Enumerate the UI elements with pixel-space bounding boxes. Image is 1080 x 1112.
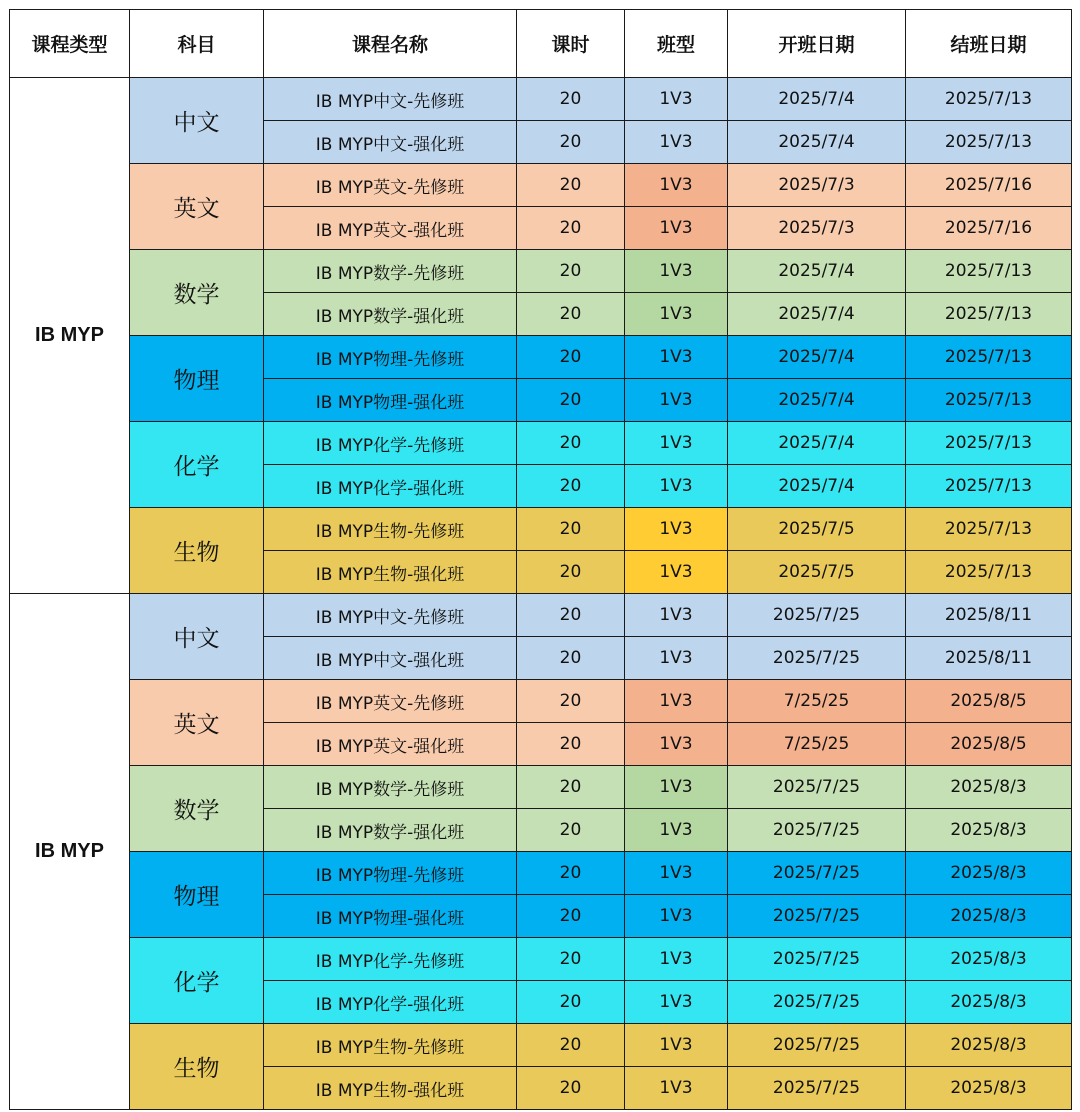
- table-row: [10, 938, 1072, 981]
- hours-cell: 20: [517, 938, 625, 981]
- class-type-cell: 1V3: [625, 379, 728, 422]
- header-start-date: 开班日期: [728, 10, 906, 78]
- table-row: [10, 164, 1072, 207]
- table-row: [10, 250, 1072, 293]
- hours-cell: 20: [517, 809, 625, 852]
- header-subject: 科目: [130, 10, 264, 78]
- table-body: [10, 78, 1072, 1110]
- course-type-cell: IB MYP: [10, 594, 130, 1110]
- end-date-cell: 2025/7/16: [906, 164, 1072, 207]
- start-date-cell: 2025/7/25: [728, 895, 906, 938]
- subject-cell: 英文: [130, 164, 264, 250]
- table-row: [10, 766, 1072, 809]
- course-schedule-table: [9, 9, 1072, 1110]
- end-date-cell: 2025/7/13: [906, 379, 1072, 422]
- course-name-cell: IB MYP化学-先修班: [264, 422, 517, 465]
- header-row: [10, 10, 1072, 78]
- table-row: [10, 422, 1072, 465]
- subject-cell: 化学: [130, 422, 264, 508]
- start-date-cell: 7/25/25: [728, 680, 906, 723]
- class-type-cell: 1V3: [625, 207, 728, 250]
- course-name-cell: IB MYP生物-强化班: [264, 551, 517, 594]
- start-date-cell: 2025/7/25: [728, 637, 906, 680]
- hours-cell: 20: [517, 164, 625, 207]
- hours-cell: 20: [517, 336, 625, 379]
- start-date-cell: 2025/7/4: [728, 422, 906, 465]
- hours-cell: 20: [517, 852, 625, 895]
- class-type-cell: 1V3: [625, 981, 728, 1024]
- subject-cell: 生物: [130, 1024, 264, 1110]
- class-type-cell: 1V3: [625, 594, 728, 637]
- course-name-cell: IB MYP中文-先修班: [264, 594, 517, 637]
- course-name-cell: IB MYP数学-先修班: [264, 250, 517, 293]
- course-name-cell: IB MYP物理-先修班: [264, 852, 517, 895]
- hours-cell: 20: [517, 637, 625, 680]
- end-date-cell: 2025/7/13: [906, 250, 1072, 293]
- start-date-cell: 2025/7/4: [728, 78, 906, 121]
- table-row: [10, 680, 1072, 723]
- end-date-cell: 2025/8/3: [906, 766, 1072, 809]
- end-date-cell: 2025/8/11: [906, 637, 1072, 680]
- hours-cell: 20: [517, 207, 625, 250]
- class-type-cell: 1V3: [625, 551, 728, 594]
- hours-cell: 20: [517, 551, 625, 594]
- end-date-cell: 2025/8/3: [906, 1067, 1072, 1110]
- start-date-cell: 2025/7/25: [728, 938, 906, 981]
- hours-cell: 20: [517, 723, 625, 766]
- start-date-cell: 7/25/25: [728, 723, 906, 766]
- hours-cell: 20: [517, 1024, 625, 1067]
- class-type-cell: 1V3: [625, 895, 728, 938]
- class-type-cell: 1V3: [625, 852, 728, 895]
- end-date-cell: 2025/8/3: [906, 938, 1072, 981]
- subject-cell: 物理: [130, 336, 264, 422]
- end-date-cell: 2025/7/13: [906, 465, 1072, 508]
- subject-cell: 中文: [130, 594, 264, 680]
- course-name-cell: IB MYP物理-先修班: [264, 336, 517, 379]
- course-name-cell: IB MYP化学-强化班: [264, 465, 517, 508]
- end-date-cell: 2025/8/3: [906, 852, 1072, 895]
- hours-cell: 20: [517, 422, 625, 465]
- class-type-cell: 1V3: [625, 938, 728, 981]
- hours-cell: 20: [517, 766, 625, 809]
- hours-cell: 20: [517, 293, 625, 336]
- class-type-cell: 1V3: [625, 293, 728, 336]
- end-date-cell: 2025/8/3: [906, 809, 1072, 852]
- subject-cell: 生物: [130, 508, 264, 594]
- start-date-cell: 2025/7/4: [728, 250, 906, 293]
- end-date-cell: 2025/7/13: [906, 121, 1072, 164]
- header-hours: 课时: [517, 10, 625, 78]
- course-name-cell: IB MYP物理-强化班: [264, 379, 517, 422]
- course-name-cell: IB MYP数学-强化班: [264, 293, 517, 336]
- hours-cell: 20: [517, 981, 625, 1024]
- course-name-cell: IB MYP生物-强化班: [264, 1067, 517, 1110]
- hours-cell: 20: [517, 465, 625, 508]
- end-date-cell: 2025/7/16: [906, 207, 1072, 250]
- course-name-cell: IB MYP数学-先修班: [264, 766, 517, 809]
- class-type-cell: 1V3: [625, 78, 728, 121]
- start-date-cell: 2025/7/4: [728, 465, 906, 508]
- course-name-cell: IB MYP数学-强化班: [264, 809, 517, 852]
- start-date-cell: 2025/7/25: [728, 594, 906, 637]
- hours-cell: 20: [517, 379, 625, 422]
- header-course-name: 课程名称: [264, 10, 517, 78]
- start-date-cell: 2025/7/4: [728, 379, 906, 422]
- table-row: [10, 508, 1072, 551]
- course-name-cell: IB MYP化学-强化班: [264, 981, 517, 1024]
- subject-cell: 中文: [130, 78, 264, 164]
- end-date-cell: 2025/8/3: [906, 981, 1072, 1024]
- course-name-cell: IB MYP中文-先修班: [264, 78, 517, 121]
- class-type-cell: 1V3: [625, 465, 728, 508]
- class-type-cell: 1V3: [625, 422, 728, 465]
- end-date-cell: 2025/7/13: [906, 551, 1072, 594]
- subject-cell: 化学: [130, 938, 264, 1024]
- hours-cell: 20: [517, 680, 625, 723]
- end-date-cell: 2025/8/5: [906, 723, 1072, 766]
- start-date-cell: 2025/7/3: [728, 164, 906, 207]
- start-date-cell: 2025/7/25: [728, 809, 906, 852]
- start-date-cell: 2025/7/5: [728, 508, 906, 551]
- course-name-cell: IB MYP化学-先修班: [264, 938, 517, 981]
- table-row: [10, 336, 1072, 379]
- class-type-cell: 1V3: [625, 164, 728, 207]
- header-class-type: 班型: [625, 10, 728, 78]
- class-type-cell: 1V3: [625, 121, 728, 164]
- header-end-date: 结班日期: [906, 10, 1072, 78]
- start-date-cell: 2025/7/25: [728, 766, 906, 809]
- subject-cell: 英文: [130, 680, 264, 766]
- class-type-cell: 1V3: [625, 250, 728, 293]
- end-date-cell: 2025/8/3: [906, 895, 1072, 938]
- subject-cell: 数学: [130, 766, 264, 852]
- class-type-cell: 1V3: [625, 508, 728, 551]
- class-type-cell: 1V3: [625, 637, 728, 680]
- hours-cell: 20: [517, 508, 625, 551]
- start-date-cell: 2025/7/4: [728, 293, 906, 336]
- course-name-cell: IB MYP英文-先修班: [264, 680, 517, 723]
- class-type-cell: 1V3: [625, 1067, 728, 1110]
- table-header: [10, 10, 1072, 78]
- hours-cell: 20: [517, 895, 625, 938]
- end-date-cell: 2025/8/3: [906, 1024, 1072, 1067]
- hours-cell: 20: [517, 250, 625, 293]
- start-date-cell: 2025/7/25: [728, 1024, 906, 1067]
- start-date-cell: 2025/7/25: [728, 981, 906, 1024]
- course-name-cell: IB MYP中文-强化班: [264, 637, 517, 680]
- end-date-cell: 2025/7/13: [906, 508, 1072, 551]
- course-name-cell: IB MYP英文-强化班: [264, 723, 517, 766]
- hours-cell: 20: [517, 121, 625, 164]
- start-date-cell: 2025/7/25: [728, 1067, 906, 1110]
- subject-cell: 数学: [130, 250, 264, 336]
- course-type-cell: IB MYP: [10, 78, 130, 594]
- course-name-cell: IB MYP英文-强化班: [264, 207, 517, 250]
- class-type-cell: 1V3: [625, 766, 728, 809]
- start-date-cell: 2025/7/25: [728, 852, 906, 895]
- end-date-cell: 2025/7/13: [906, 78, 1072, 121]
- end-date-cell: 2025/8/11: [906, 594, 1072, 637]
- table-row: [10, 78, 1072, 121]
- start-date-cell: 2025/7/3: [728, 207, 906, 250]
- course-name-cell: IB MYP中文-强化班: [264, 121, 517, 164]
- start-date-cell: 2025/7/4: [728, 121, 906, 164]
- class-type-cell: 1V3: [625, 336, 728, 379]
- subject-cell: 物理: [130, 852, 264, 938]
- end-date-cell: 2025/7/13: [906, 336, 1072, 379]
- hours-cell: 20: [517, 594, 625, 637]
- end-date-cell: 2025/7/13: [906, 293, 1072, 336]
- table-row: [10, 852, 1072, 895]
- table-row: [10, 1024, 1072, 1067]
- class-type-cell: 1V3: [625, 1024, 728, 1067]
- start-date-cell: 2025/7/4: [728, 336, 906, 379]
- class-type-cell: 1V3: [625, 723, 728, 766]
- class-type-cell: 1V3: [625, 680, 728, 723]
- course-name-cell: IB MYP英文-先修班: [264, 164, 517, 207]
- course-name-cell: IB MYP生物-先修班: [264, 1024, 517, 1067]
- end-date-cell: 2025/7/13: [906, 422, 1072, 465]
- class-type-cell: 1V3: [625, 809, 728, 852]
- hours-cell: 20: [517, 78, 625, 121]
- course-name-cell: IB MYP生物-先修班: [264, 508, 517, 551]
- course-name-cell: IB MYP物理-强化班: [264, 895, 517, 938]
- table-row: [10, 594, 1072, 637]
- header-course-type: 课程类型: [10, 10, 130, 78]
- end-date-cell: 2025/8/5: [906, 680, 1072, 723]
- hours-cell: 20: [517, 1067, 625, 1110]
- start-date-cell: 2025/7/5: [728, 551, 906, 594]
